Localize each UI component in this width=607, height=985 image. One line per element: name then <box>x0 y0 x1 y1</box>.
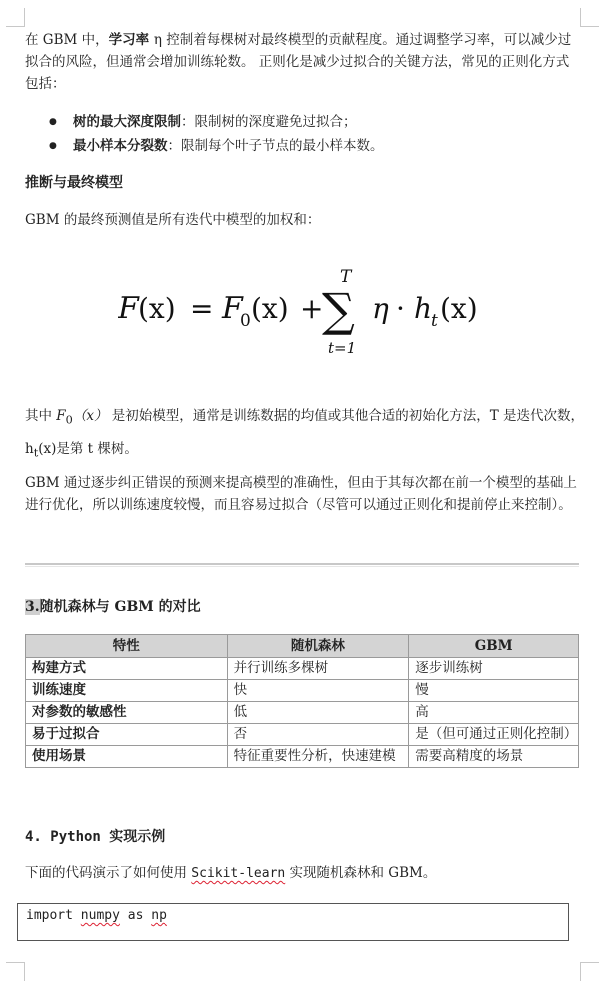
formula-final-model <box>118 262 498 362</box>
table-row <box>26 724 579 746</box>
formula-eta: η <box>372 292 389 325</box>
formula-dot: · <box>396 292 405 325</box>
heading-section-3 <box>25 596 201 616</box>
table-cell: 特征重要性分析，快速建模 <box>227 746 409 768</box>
formula-plus: + <box>300 292 324 325</box>
crop-mark-top-left <box>6 8 25 27</box>
formula-f0-subscript: 0 <box>240 311 251 331</box>
formula-sum-lower: t=1 <box>328 339 357 357</box>
table-cell: 对参数的敏感性 <box>26 702 228 724</box>
table-cell: 慢 <box>409 680 579 702</box>
heading-inference: 推断与最终模型 <box>25 175 123 191</box>
symbol-f0-argument: （x） <box>72 408 108 424</box>
text-run: 其中 <box>25 408 57 424</box>
formula-sum-upper: T <box>340 267 352 287</box>
table-cell: 快 <box>227 680 409 702</box>
table-cell: 高 <box>409 702 579 724</box>
table-header-cell: GBM <box>409 635 579 658</box>
formula-sigma: ∑ <box>322 283 355 337</box>
bold-term-learning-rate: 学习率 <box>108 32 154 48</box>
code-module: numpy <box>80 908 120 923</box>
table-header-row <box>26 635 579 658</box>
table-row <box>26 746 579 768</box>
symbol-ht-subscript: t <box>33 446 39 460</box>
heading-section-4: 4. Python 实现示例 <box>25 829 166 845</box>
formula-f0-x: (x) <box>251 292 289 325</box>
crop-mark-bottom-right <box>580 962 599 981</box>
formula-f0: F <box>222 291 243 326</box>
table-header-cell: 特性 <box>26 635 228 658</box>
table-cell: 构建方式 <box>26 658 228 680</box>
crop-mark-top-right <box>580 8 599 27</box>
text-run: 是初始模型，通常是训练数据的均值或其他合适的初始化方法，T 是迭代次数，h <box>25 408 585 457</box>
table-cell: 逐步训练树 <box>409 658 579 680</box>
code-alias: np <box>151 908 167 923</box>
table-row <box>26 702 579 724</box>
table-cell: 需要高精度的场景 <box>409 746 579 768</box>
regularization-list <box>25 110 573 158</box>
formula-lhs-x: (x) <box>138 292 176 325</box>
text-run: 在 GBM 中， <box>25 32 109 48</box>
formula-h: h <box>414 292 433 325</box>
symbol-f0-subscript: 0 <box>65 413 73 427</box>
table-cell: 并行训练多棵树 <box>227 658 409 680</box>
formula-h-subscript: t <box>431 311 438 331</box>
table-cell: 是（但可通过正则化控制） <box>409 724 579 746</box>
section-divider <box>25 563 579 567</box>
text-run: η 控制着每棵树对最终模型的贡献程度。通过调整学习率，可以减少过拟合的风险，但通常会增加训练轮数。 正则化是减少过拟合的关键方法，常见的正则化方式包括： <box>25 32 572 92</box>
formula-equals: = <box>190 292 214 325</box>
paragraph-learning-rate <box>25 29 580 95</box>
table-row <box>26 658 579 680</box>
paragraph-gbm-summary: GBM 通过逐步纠正错误的预测来提高模型的准确性，但由于其每次都在前一个模型的基础上进行优化，所以训练速度较慢，而且容易过拟合（尽管可以通过正则化和提前停止来控制）。 <box>25 475 577 513</box>
table-cell: 训练速度 <box>26 680 228 702</box>
code-keyword: as <box>127 908 144 923</box>
list-item <box>73 110 573 134</box>
table-cell: 使用场景 <box>26 746 228 768</box>
table-cell: 易于过拟合 <box>26 724 228 746</box>
crop-mark-bottom-left <box>6 962 25 981</box>
table-row <box>26 680 579 702</box>
paragraph-weighted-sum: GBM 的最终预测值是所有迭代中模型的加权和： <box>25 212 321 228</box>
list-item-text: ：限制树的深度避免过拟合； <box>181 114 357 130</box>
comparison-table <box>25 634 579 768</box>
library-name-scikit-learn: Scikit-learn <box>191 866 286 881</box>
section-number: 3. <box>25 599 40 615</box>
table-header-cell: 随机森林 <box>227 635 409 658</box>
text-run: 下面的代码演示了如何使用 <box>25 865 192 881</box>
text-run: (x)是第 t 棵树。 <box>38 440 138 457</box>
code-keyword: import <box>26 908 73 923</box>
list-item-text: ：限制每个叶子节点的最小样本数。 <box>167 138 384 154</box>
formula-lhs-f: F <box>118 291 139 326</box>
list-item-term: 树的最大深度限制 <box>73 114 181 130</box>
table-cell: 低 <box>227 702 409 724</box>
section-title: 随机森林与 GBM 的对比 <box>39 599 201 615</box>
list-item-term: 最小样本分裂数 <box>73 138 168 154</box>
table-cell: 否 <box>227 724 409 746</box>
list-item <box>73 134 573 158</box>
formula-h-x: (x) <box>440 292 478 325</box>
formula-explanation <box>25 402 585 467</box>
code-block[interactable] <box>17 903 569 941</box>
symbol-f0: F <box>56 408 66 424</box>
paragraph-code-intro <box>25 862 436 885</box>
text-run: 实现随机森林和 GBM。 <box>285 865 437 881</box>
